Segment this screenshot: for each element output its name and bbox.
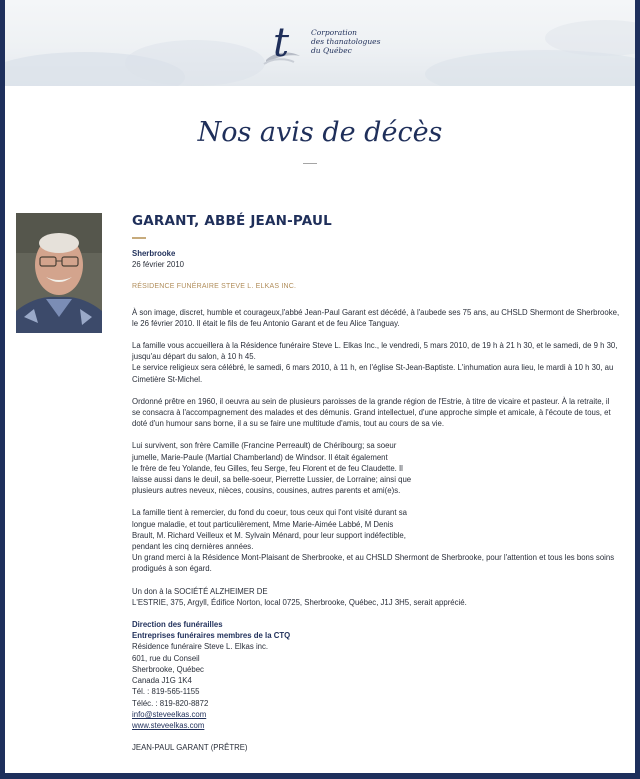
deceased-name: GARANT, ABBÉ JEAN-PAUL (132, 213, 332, 229)
text-line: Un grand merci à la Résidence Mont-Plaisant de Sherbrooke, et au CHSLD Shermont de Sherbrooke, pour l'attention et tous les bons soins (132, 553, 615, 563)
paragraph (132, 440, 610, 496)
address-line: Canada J1G 1K4 (132, 676, 192, 686)
text-line: le frère de feu Yolande, feu Gilles, feu Serge, feu Florent et de feu Claudette. Il (132, 463, 403, 473)
text-line: La famille vous accueillera à la Résidence funéraire Steve L. Elkas Inc., le vendredi, 5 mars 2010, de 19 h à 21 h 30, et le samedi, de 9 h 30, (132, 341, 618, 351)
text-line: doté d'un humour sans borne, il a su se faire une multitude d'amis, tout au cours de sa vie. (132, 419, 444, 429)
logo-line: Corporation (311, 28, 357, 37)
fax-line: Téléc. : 819-820-8872 (132, 698, 209, 708)
text-line: L'ESTRIE, 375, Argyll, Édifice Norton, local 0725, Sherbrooke, Québec, J1J 3H5, serait apprécié. (132, 597, 467, 607)
text-line: Un don à la SOCIÉTÉ ALZHEIMER DE (132, 586, 268, 596)
direction-heading: Direction des funérailles (132, 620, 223, 630)
text-line: À son image, discret, humble et courageux,l'abbé Jean-Paul Garant est décédé, à l'aubede ses 75 ans, au CHSLD Shermont de Sherbrooke, (132, 307, 620, 317)
text-line: le 26 février 2010. Il était le fils de feu Antonio Garant et de feu Alice Tanguay. (132, 318, 400, 328)
address-line: 601, rue du Conseil (132, 653, 200, 663)
logo-line: du Québec (311, 46, 352, 55)
address-line: Sherbrooke, Québec (132, 664, 204, 674)
text-line: La famille tient à remercier, du fond du coeur, tous ceux qui l'ont visité durant sa (132, 508, 407, 518)
text-line: laisse aussi dans le deuil, sa belle-soeur, Pierrette Lussier, de Lorraine; ainsi que (132, 475, 412, 485)
paragraph (132, 507, 615, 574)
text-line: se consacra à l'accompagnement des malades et des démunis. Grand intellectuel, d'une approche simple et amicale, à l'écoute de tous, et (132, 408, 611, 418)
website-link[interactable]: www.steveelkas.com (132, 720, 205, 730)
text-line: jusqu'au départ du salon, à 10 h 45. (132, 352, 256, 362)
phone-line: Tél. : 819-565-1155 (132, 687, 200, 697)
deceased-photo (16, 213, 102, 333)
paragraph (132, 340, 618, 385)
ctq-logo-icon[interactable] (260, 14, 306, 70)
signature: JEAN-PAUL GARANT (PRÊTRE) (132, 743, 248, 753)
obituary-city: Sherbrooke (132, 249, 176, 258)
email-link[interactable]: info@steveelkas.com (132, 709, 207, 719)
obituary (132, 210, 620, 764)
title-divider (303, 163, 317, 164)
text-line: Ordonné prêtre en 1960, il oeuvra au sein de plusieurs paroisses de la grande région de l'Estrie, à titre de vicaire et pasteur. À la retraite, il (132, 396, 610, 406)
text-line: Cimetière St-Michel. (132, 374, 203, 384)
paragraph (132, 396, 610, 430)
name-divider (132, 237, 146, 239)
text-line: prodigués à son égard. (132, 564, 212, 574)
text-line: Brault, M. Richard Veilleux et M. Sylvain Ménard, pour leur support indéfectible, (132, 530, 406, 540)
direction-subheading: Entreprises funéraires membres de la CTQ (132, 631, 291, 641)
logo-letter: t (273, 20, 290, 66)
text-line: pendant les cinq dernières années. (132, 542, 254, 552)
logo-line: des thanatologues (311, 37, 381, 46)
text-line: plusieurs autres neveux, nièces, cousins, cousines, autres parents et ami(e)s. (132, 486, 401, 496)
text-line: jumelle, Marie-Paule (Martial Chamberland) de Windsor. Il était également (132, 452, 388, 462)
paragraph (132, 586, 610, 608)
text-line: Lui survivent, son frère Camille (Francine Perreault) de Chéribourg; sa soeur (132, 441, 397, 451)
obituary-date: 26 février 2010 (132, 260, 185, 270)
address-line: Résidence funéraire Steve L. Elkas inc. (132, 642, 269, 652)
site-header (5, 0, 635, 86)
text-line: longue maladie, et tout particulièrement, Mme Marie-Aimée Labbé, M Denis (132, 519, 394, 529)
funeral-home-label: RÉSIDENCE FUNÉRAIRE STEVE L. ELKAS INC. (132, 283, 297, 291)
funeral-direction (132, 619, 610, 753)
text-line: Le service religieux sera célébré, le samedi, 6 mars 2010, à 11 h, en l'église St-Jean-Baptiste. L'inhumation aura lieu, le mardi à 10 h 30, au (132, 363, 614, 373)
page-title: Nos avis de décès (197, 117, 443, 148)
logo-wordmark (311, 28, 431, 55)
paragraph (132, 307, 620, 329)
page (5, 0, 635, 773)
